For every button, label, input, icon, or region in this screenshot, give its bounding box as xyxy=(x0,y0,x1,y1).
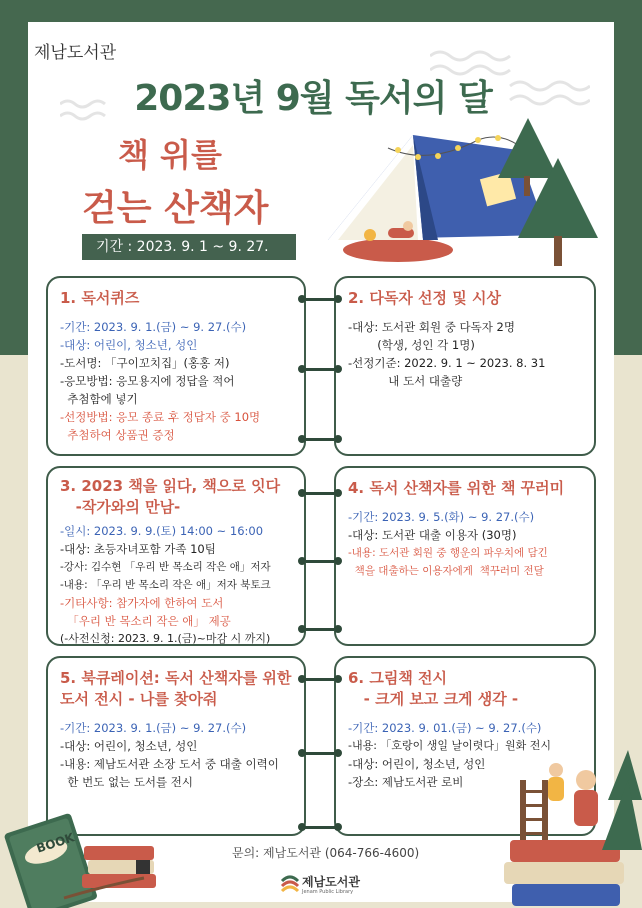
pin xyxy=(298,489,306,497)
pin xyxy=(334,557,342,565)
section-title: 6. 그림책 전시 - 크게 보고 크게 생각 - xyxy=(348,669,519,708)
subtitle-line-2: 걷는 산책자 xyxy=(82,188,269,229)
pin xyxy=(334,823,342,831)
section-line: (-사전신청: 2023. 9. 1.(금)~마감 시 까지) xyxy=(60,632,271,645)
books-illustration xyxy=(4,790,164,908)
section-line: -선정방법: 응모 종료 후 정답자 중 10명 추첨하여 상품권 증정 xyxy=(60,410,261,442)
section-line: -내용: 「우리 반 목소리 작은 애」저자 북토크 xyxy=(60,579,271,591)
pin xyxy=(334,675,342,683)
tree-illustration xyxy=(498,118,598,268)
section-title: 5. 북큐레이션: 독서 산책자를 위한 도서 전시 - 나를 찾아줘 xyxy=(60,669,292,708)
pin xyxy=(298,749,306,757)
connector-1 xyxy=(302,298,338,301)
connector-4 xyxy=(302,492,338,495)
section-line: -기간: 2023. 9. 1.(금) ~ 9. 27.(수) xyxy=(60,320,247,334)
contact-info: 문의: 제남도서관 (064-766-4600) xyxy=(232,846,420,860)
section-line: -대상: 어린이, 청소년, 성인 xyxy=(60,338,198,352)
section-title: 4. 독서 산책자를 위한 책 꾸러미 xyxy=(348,479,565,497)
section-line: -대상: 어린이, 청소년, 성인 xyxy=(348,757,486,771)
section-book-bundle xyxy=(334,466,596,646)
section-line: -대상: 초등자녀포함 가족 10팀 xyxy=(60,542,216,556)
page-title: 2023년 9월 독서의 달 xyxy=(134,78,492,119)
connector-6 xyxy=(302,628,338,631)
pin xyxy=(334,365,342,373)
connector-8 xyxy=(302,752,338,755)
book-cover-label: BOOK xyxy=(34,830,77,856)
section-line: -대상: 어린이, 청소년, 성인 xyxy=(60,739,198,753)
library-logo-icon xyxy=(280,872,300,896)
library-logo-name: 제남도서관 xyxy=(302,875,360,889)
section-title: 1. 독서퀴즈 xyxy=(60,289,140,307)
pin xyxy=(298,625,306,633)
pin xyxy=(298,823,306,831)
section-title: 2. 다독자 선정 및 시상 xyxy=(348,289,501,307)
pin xyxy=(298,295,306,303)
section-quiz xyxy=(46,276,306,456)
section-line: -내용: 「호랑이 생일 날이렷다」원화 전시 xyxy=(348,739,552,752)
section-line: -내용: 도서관 회원 중 행운의 파우치에 담긴 책을 대출하는 이용자에게 책꾸러미 전달 xyxy=(348,547,548,577)
section-line: -기타사항: 참가자에 한하여 도서 「우리 반 목소리 작은 애」 제공 xyxy=(60,596,231,628)
section-line: -도서명: 「구이꼬치집」(홍홍 저) xyxy=(60,356,230,370)
library-name: 제남도서관 xyxy=(34,43,117,63)
library-logo-subtitle: Jenam Public Library xyxy=(302,889,354,895)
pin xyxy=(334,295,342,303)
section-line: -기간: 2023. 9. 5.(화) ~ 9. 27.(수) xyxy=(348,510,535,524)
pin xyxy=(298,557,306,565)
connector-2 xyxy=(302,368,338,371)
pin xyxy=(334,749,342,757)
section-line: -선정기준: 2022. 9. 1 ~ 2023. 8. 31 내 도서 대출량 xyxy=(348,356,546,388)
section-line: -응모방법: 응모용지에 정답을 적어 추첨함에 넣기 xyxy=(60,374,235,406)
pin xyxy=(298,675,306,683)
connector-7 xyxy=(302,678,338,681)
connector-3 xyxy=(302,438,338,441)
section-line: -장소: 제남도서관 로비 xyxy=(348,775,464,789)
section-title: 3. 2023 책을 읽다, 책으로 잇다 -작가와의 만남- xyxy=(60,477,281,516)
section-line: -내용: 제남도서관 소장 도서 중 대출 이력이 한 번도 없는 도서를 전시 xyxy=(60,757,279,789)
section-line: -일시: 2023. 9. 9.(토) 14:00 ~ 16:00 xyxy=(60,524,264,538)
reading-people-illustration xyxy=(490,740,642,908)
section-reader-award xyxy=(334,276,596,456)
section-line: -기간: 2023. 9. 1.(금) ~ 9. 27.(수) xyxy=(60,721,247,735)
section-line: -대상: 도서관 대출 이용자 (30명) xyxy=(348,528,517,542)
pin xyxy=(334,489,342,497)
section-line: -기간: 2023. 9. 01.(금) ~ 9. 27.(수) xyxy=(348,721,542,735)
pin xyxy=(298,365,306,373)
pin xyxy=(334,625,342,633)
connector-9 xyxy=(302,826,338,829)
pin xyxy=(298,435,306,443)
section-author-meeting xyxy=(46,466,306,646)
section-line: -대상: 도서관 회원 중 다독자 2명 (학생, 성인 각 1명) xyxy=(348,320,515,352)
period-badge: 기간 : 2023. 9. 1 ~ 9. 27. xyxy=(82,234,296,260)
subtitle-line-1: 책 위를 xyxy=(118,136,222,174)
connector-5 xyxy=(302,560,338,563)
pin xyxy=(334,435,342,443)
section-line: -강사: 김수현 「우리 반 목소리 작은 애」저자 xyxy=(60,561,271,573)
